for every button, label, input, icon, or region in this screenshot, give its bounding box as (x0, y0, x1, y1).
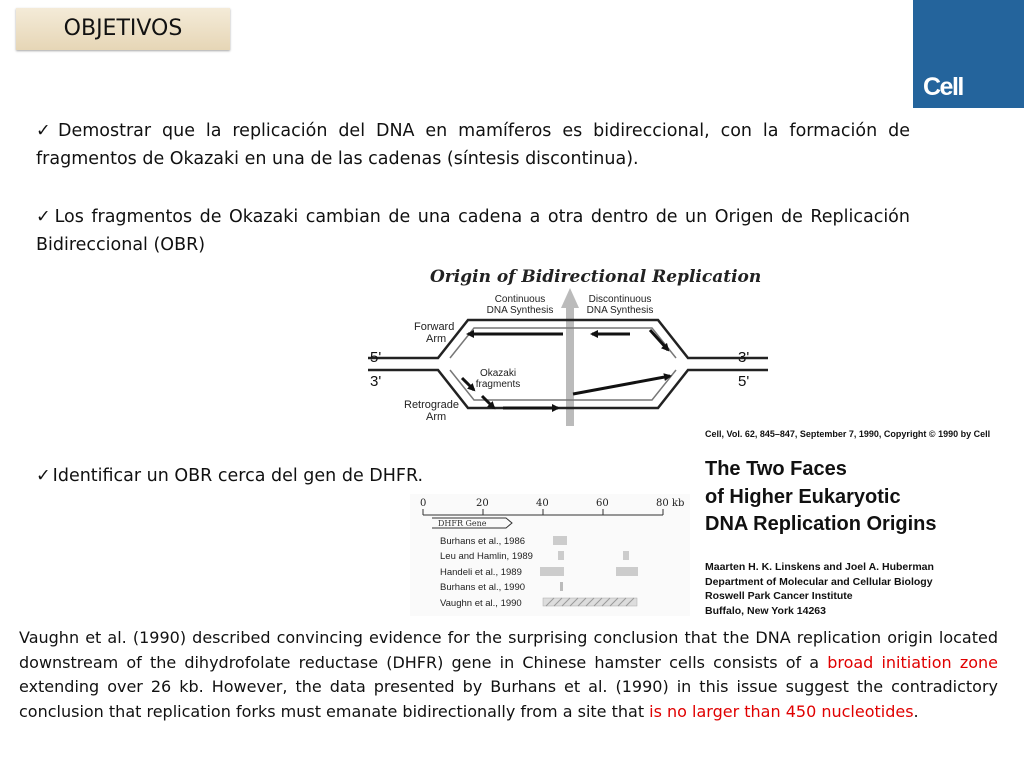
abstract-text: . (913, 701, 919, 721)
diagram-title: Origin of Bidirectional Replication (430, 267, 762, 287)
abstract-paragraph (19, 626, 998, 724)
row-label-5: Vaughn et al., 1990 (440, 598, 522, 609)
retrograde-arm-label-2: Arm (426, 411, 447, 423)
check-icon: ✓ (36, 466, 51, 486)
tick-label-0: 0 (420, 498, 427, 509)
origin-bar (540, 567, 564, 576)
reference-title-line: DNA Replication Origins (705, 513, 937, 535)
bullet-3-text: Identificar un OBR cerca del gen de DHFR. (52, 466, 424, 486)
tick-label-80: 80 kb (656, 498, 685, 509)
dhfr-gene-label: DHFR Gene (438, 519, 487, 528)
row-label-1: Burhans et al., 1986 (440, 536, 526, 547)
reference-title-line: of Higher Eukaryotic (705, 485, 901, 508)
retrograde-arrow (573, 376, 670, 394)
abstract-highlight: broad initiation zone (827, 652, 998, 672)
okazaki-arrow-5 (482, 396, 494, 408)
tick-label-60: 60 (596, 498, 609, 509)
row-label-2: Leu and Hamlin, 1989 (440, 551, 533, 562)
origin-bar (560, 582, 563, 591)
origin-bar (616, 567, 638, 576)
continuous-label-1: Continuous (494, 294, 546, 305)
origin-bar (623, 551, 629, 560)
origin-bar (558, 551, 564, 560)
replication-origin-diagram (368, 258, 768, 428)
discontinuous-label-2: DNA Synthesis (586, 305, 654, 316)
dhfr-origin-map (410, 494, 690, 616)
forward-arm-label-1: Forward (414, 321, 455, 333)
cell-logo-text: Cell (923, 73, 963, 101)
origin-bar (553, 536, 567, 545)
check-icon: ✓ (36, 207, 53, 227)
bullet-2-text: Los fragmentos de Okazaki cambian de una cadena a otra dentro de un Origen de Replicación Bidireccional (OBR) (36, 207, 910, 255)
bullet-1-text: Demostrar que la replicación del DNA en mamíferos es bidireccional, con la formación de fragmentos de Okazaki en una de las cadenas (síntesis discontinua). (36, 121, 910, 169)
reference-affiliation-line: Roswell Park Cancer Institute (705, 590, 853, 602)
continuous-label-2: DNA Synthesis (486, 305, 554, 316)
cell-logo (913, 0, 1024, 108)
abstract-highlight: is no larger than 450 nucleotides (649, 701, 914, 721)
discontinuous-label-1: Discontinuous (588, 294, 652, 305)
right-top-end: 3' (738, 349, 750, 366)
row-label-3: Handeli et al., 1989 (440, 567, 522, 578)
okazaki-label-2: fragments (475, 379, 521, 390)
abstract-text: Vaughn et al. (1990) described convincing evidence for the surprising conclusion that the DNA replication origin located downstream of the dihydrofolate reductase (DHFR) gene in Chinese hamster cells consists of a (19, 628, 998, 672)
origin-arrow-head (561, 288, 579, 308)
left-top-end: 5' (370, 349, 382, 366)
tick-label-40: 40 (536, 498, 549, 509)
okazaki-label-1: Okazaki (479, 368, 517, 379)
reference-title (705, 456, 937, 539)
row-label-4: Burhans et al., 1990 (440, 582, 526, 593)
left-bottom-end: 3' (370, 373, 382, 390)
tick-label-20: 20 (476, 498, 489, 509)
reference-title-line: The Two Faces (705, 458, 847, 480)
okazaki-arrow-2 (650, 330, 668, 350)
retrograde-arm-label-1: Retrograde (404, 399, 460, 411)
reference-citation: Cell, Vol. 62, 845–847, September 7, 1990, Copyright © 1990 by Cell (705, 429, 991, 439)
right-bottom-end: 5' (738, 373, 750, 390)
forward-arm-label-2: Arm (426, 333, 447, 345)
abstract-text: extending over 26 kb. However, the data presented by Burhans et al. (1990) in this issue suggest the contradictory conclusion that replication forks must emanate bidirectionally from a site that (19, 677, 998, 721)
slide-title: OBJETIVOS (63, 16, 183, 41)
bullet-3 (36, 462, 496, 490)
reference-authors-block (705, 560, 934, 618)
reference-authors: Maarten H. K. Linskens and Joel A. Huberman (705, 561, 934, 573)
bullet-1 (36, 117, 910, 173)
reference-affiliation-line: Buffalo, New York 14263 (705, 604, 826, 617)
check-icon: ✓ (36, 121, 57, 141)
bullet-2 (36, 203, 910, 259)
reference-affiliation-line: Department of Molecular and Cellular Biology (705, 575, 933, 588)
title-box (16, 8, 230, 50)
